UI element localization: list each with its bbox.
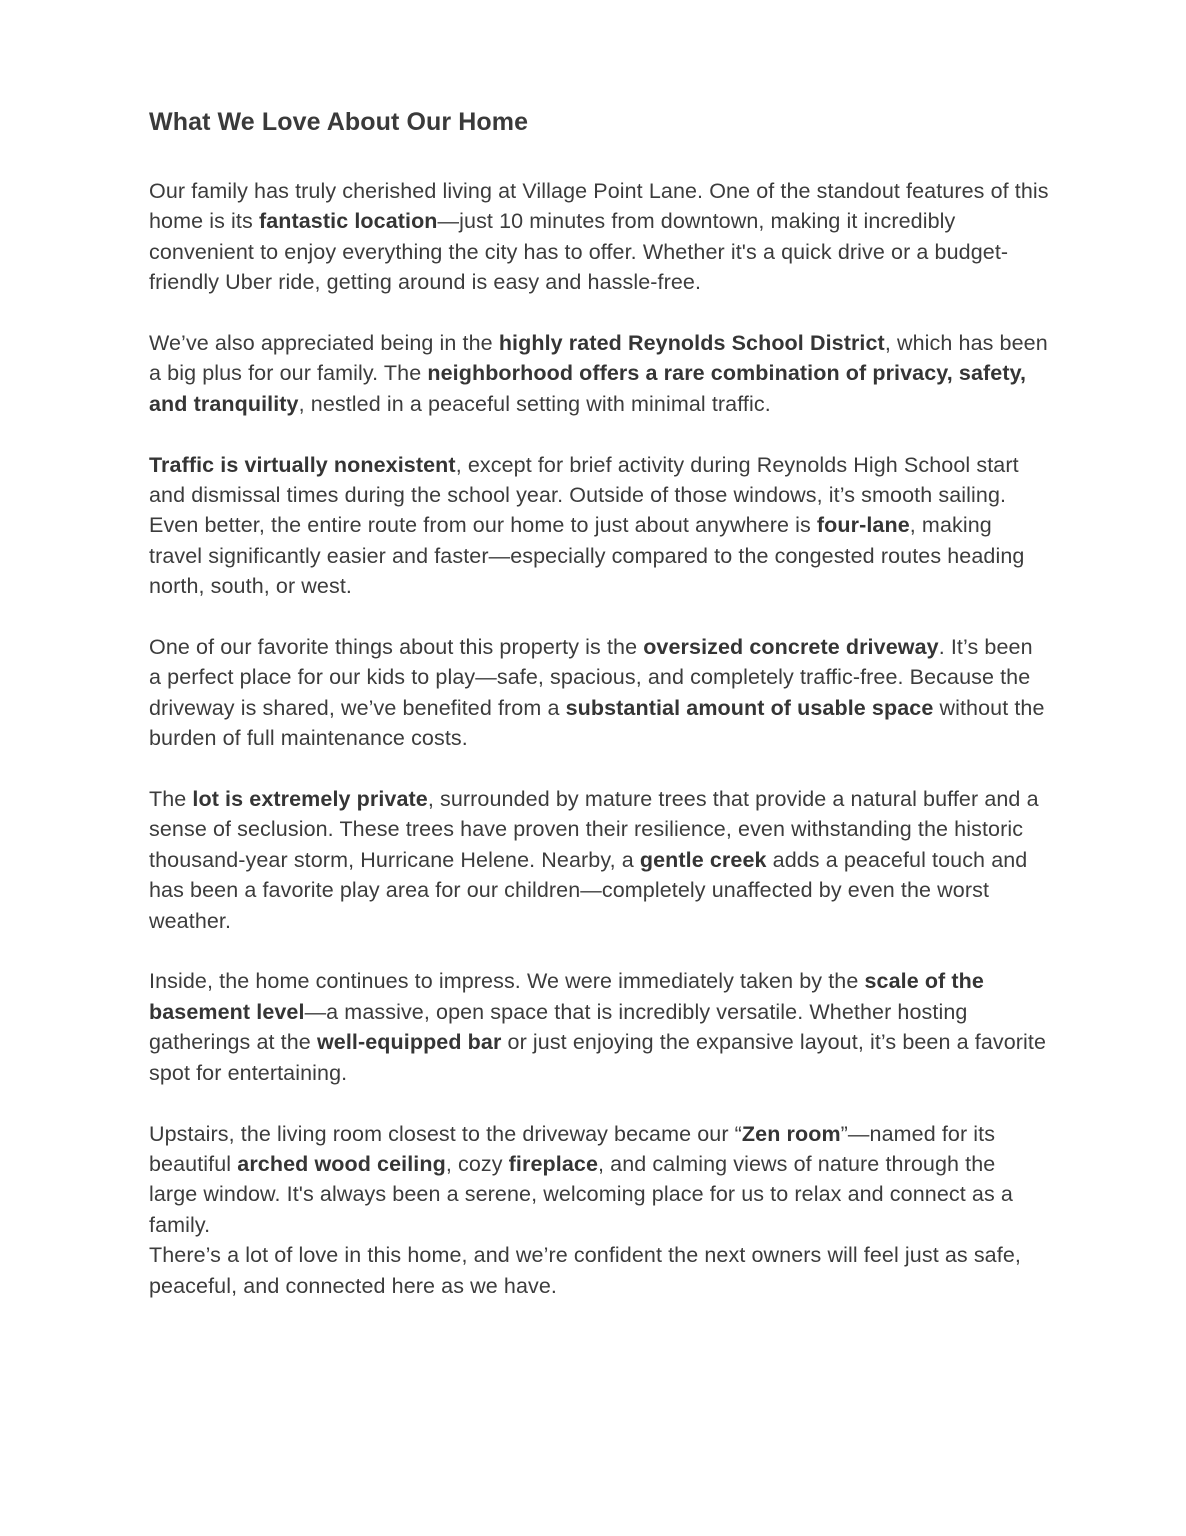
highlight-text: scale of the basement level [149, 969, 984, 1024]
paragraph-driveway [149, 632, 1049, 754]
text-run: Inside, the home continues to impress. We were immediately taken by the [149, 969, 865, 994]
highlight-text: substantial amount of usable space [565, 695, 934, 720]
text-run: , which has been a big plus for our family. The [149, 331, 1048, 386]
highlight-text: fireplace [508, 1151, 599, 1176]
text-run: , except for brief activity during Reynolds High School start and dismissal times during the school year. Outside of those windows, it’s smooth sailing. Even better, the entire route from our home to just about anywhere is [149, 452, 1019, 538]
text-run: , cozy [445, 1151, 509, 1176]
highlight-text: gentle creek [639, 847, 767, 872]
paragraph-school-district [149, 328, 1049, 419]
paragraph-zen-room [149, 1119, 1049, 1241]
highlight-text: Zen room [741, 1121, 841, 1146]
highlight-text: oversized concrete driveway [643, 635, 939, 660]
text-run: Upstairs, the living room closest to the driveway became our “ [149, 1121, 742, 1146]
text-run: We’ve also appreciated being in the [149, 331, 499, 356]
text-run: , making travel significantly easier and faster—especially compared to the congested routes heading north, south, or west. [149, 513, 1025, 599]
text-run: . It’s been a perfect place for our kids to play—safe, spacious, and completely traffic-free. Because the driveway is shared, we’ve benefited from a [149, 635, 1033, 720]
text-run: —just 10 minutes from downtown, making it incredibly convenient to enjoy everything the city has to offer. Whether it's a quick drive or a budget-friendly Uber ride, getting around is easy and hassle-free. [149, 209, 1009, 295]
text-run: without the burden of full maintenance costs. [149, 695, 1045, 751]
document-page [149, 100, 1049, 1331]
document-title: What We Love About Our Home [149, 108, 529, 136]
text-run: There’s a lot of love in this home, and we’re confident the next owners will feel just as safe, peaceful, and connected here as we have. [149, 1243, 1021, 1298]
paragraph-basement [149, 966, 1049, 1088]
text-run: Our family has truly cherished living at Village Point Lane. One of the standout features of this home is its [149, 179, 1049, 234]
highlight-text: lot is extremely private [192, 787, 428, 812]
highlight-text: arched wood ceiling [237, 1151, 446, 1176]
text-run: adds a peaceful touch and has been a favorite play area for our children—completely unaffected by even the worst weather. [149, 847, 1028, 933]
highlight-text: neighborhood offers a rare combination of privacy, safety, and tranquility [149, 361, 1027, 416]
highlight-text: well-equipped bar [316, 1030, 502, 1055]
paragraph-closing [149, 1240, 1049, 1301]
paragraph-location [149, 176, 1049, 298]
highlight-text: four-lane [816, 513, 910, 538]
text-run: ”—named for its beautiful [149, 1121, 996, 1176]
text-run: , and calming views of nature through the large window. It's always been a serene, welcoming place for us to relax and connect as a family. [149, 1151, 1013, 1237]
paragraph-lot [149, 784, 1049, 936]
text-run: or just enjoying the expansive layout, it’s been a favorite spot for entertaining. [149, 1030, 1047, 1085]
text-run: The [149, 787, 193, 812]
text-run: One of our favorite things about this property is the [149, 635, 644, 660]
highlight-text: fantastic location [258, 209, 438, 234]
text-run: —a massive, open space that is incredibly versatile. Whether hosting gatherings at the [149, 999, 968, 1055]
paragraph-traffic [149, 450, 1049, 602]
highlight-text: highly rated Reynolds School District [498, 331, 885, 356]
highlight-text: Traffic is virtually nonexistent [149, 452, 456, 477]
text-run: , surrounded by mature trees that provide a natural buffer and a sense of seclusion. These trees have proven their resilience, even withstanding the historic thousand-year storm, Hurricane Helene. Nearby, a [149, 787, 1039, 872]
text-run: , nestled in a peaceful setting with minimal traffic. [298, 391, 771, 416]
